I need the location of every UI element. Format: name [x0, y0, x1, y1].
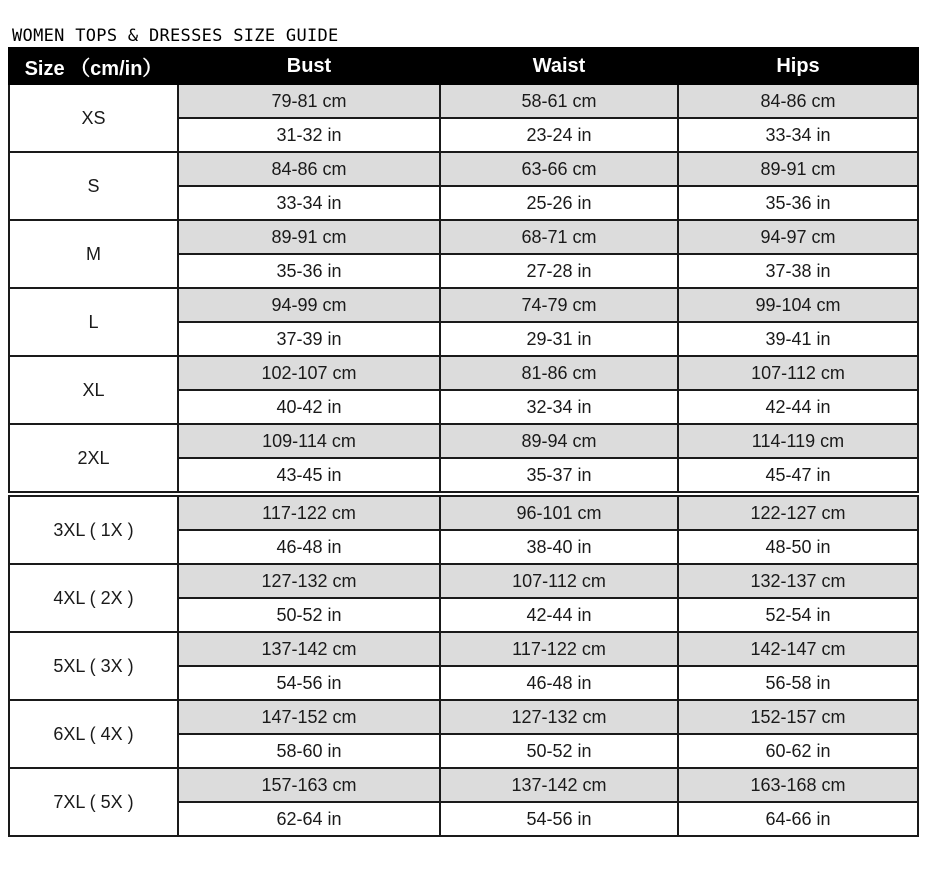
bust-in: 37-39 in	[178, 322, 440, 356]
hips-cm: 94-97 cm	[678, 220, 918, 254]
waist-in: 54-56 in	[440, 802, 678, 836]
waist-cm: 137-142 cm	[440, 768, 678, 802]
bust-cm: 137-142 cm	[178, 632, 440, 666]
table-row-cm	[9, 84, 918, 118]
waist-cm: 68-71 cm	[440, 220, 678, 254]
waist-in: 32-34 in	[440, 390, 678, 424]
waist-in: 50-52 in	[440, 734, 678, 768]
waist-in: 23-24 in	[440, 118, 678, 152]
page-title: WOMEN TOPS & DRESSES SIZE GUIDE	[12, 26, 339, 46]
size-label: S	[9, 152, 178, 220]
hips-in: 45-47 in	[678, 458, 918, 494]
table-row-cm	[9, 220, 918, 254]
waist-cm: 81-86 cm	[440, 356, 678, 390]
waist-in: 27-28 in	[440, 254, 678, 288]
hips-cm: 84-86 cm	[678, 84, 918, 118]
hips-in: 35-36 in	[678, 186, 918, 220]
hips-cm: 107-112 cm	[678, 356, 918, 390]
hips-cm: 122-127 cm	[678, 494, 918, 530]
bust-in: 35-36 in	[178, 254, 440, 288]
hips-in: 52-54 in	[678, 598, 918, 632]
header-size: Size （cm/in）	[9, 48, 178, 84]
bust-in: 31-32 in	[178, 118, 440, 152]
table-row-cm	[9, 632, 918, 666]
waist-in: 38-40 in	[440, 530, 678, 564]
waist-cm: 96-101 cm	[440, 494, 678, 530]
waist-cm: 107-112 cm	[440, 564, 678, 598]
size-label: XS	[9, 84, 178, 152]
hips-in: 56-58 in	[678, 666, 918, 700]
bust-in: 58-60 in	[178, 734, 440, 768]
size-label: XL	[9, 356, 178, 424]
hips-cm: 142-147 cm	[678, 632, 918, 666]
hips-in: 48-50 in	[678, 530, 918, 564]
table-header-row	[9, 48, 918, 84]
bust-cm: 109-114 cm	[178, 424, 440, 458]
waist-in: 42-44 in	[440, 598, 678, 632]
bust-in: 50-52 in	[178, 598, 440, 632]
hips-in: 37-38 in	[678, 254, 918, 288]
waist-cm: 63-66 cm	[440, 152, 678, 186]
hips-in: 33-34 in	[678, 118, 918, 152]
size-label: 7XL ( 5X )	[9, 768, 178, 836]
bust-in: 33-34 in	[178, 186, 440, 220]
size-label: 2XL	[9, 424, 178, 494]
header-hips: Hips	[678, 48, 918, 84]
size-label: 5XL ( 3X )	[9, 632, 178, 700]
waist-cm: 58-61 cm	[440, 84, 678, 118]
hips-in: 64-66 in	[678, 802, 918, 836]
bust-cm: 117-122 cm	[178, 494, 440, 530]
waist-in: 35-37 in	[440, 458, 678, 494]
hips-in: 60-62 in	[678, 734, 918, 768]
table-row-cm	[9, 700, 918, 734]
header-waist: Waist	[440, 48, 678, 84]
bust-in: 43-45 in	[178, 458, 440, 494]
table-row-cm	[9, 424, 918, 458]
waist-cm: 117-122 cm	[440, 632, 678, 666]
bust-cm: 84-86 cm	[178, 152, 440, 186]
hips-cm: 132-137 cm	[678, 564, 918, 598]
table-row-cm	[9, 152, 918, 186]
table-row-cm	[9, 494, 918, 530]
hips-cm: 114-119 cm	[678, 424, 918, 458]
hips-cm: 89-91 cm	[678, 152, 918, 186]
hips-cm: 99-104 cm	[678, 288, 918, 322]
table-row-cm	[9, 564, 918, 598]
bust-cm: 157-163 cm	[178, 768, 440, 802]
waist-in: 46-48 in	[440, 666, 678, 700]
size-label: 3XL ( 1X )	[9, 494, 178, 564]
header-bust: Bust	[178, 48, 440, 84]
hips-cm: 152-157 cm	[678, 700, 918, 734]
bust-cm: 89-91 cm	[178, 220, 440, 254]
bust-in: 54-56 in	[178, 666, 440, 700]
bust-cm: 79-81 cm	[178, 84, 440, 118]
bust-in: 46-48 in	[178, 530, 440, 564]
bust-cm: 94-99 cm	[178, 288, 440, 322]
bust-cm: 127-132 cm	[178, 564, 440, 598]
waist-cm: 127-132 cm	[440, 700, 678, 734]
hips-in: 39-41 in	[678, 322, 918, 356]
size-label: L	[9, 288, 178, 356]
size-label: 4XL ( 2X )	[9, 564, 178, 632]
size-label: M	[9, 220, 178, 288]
waist-in: 25-26 in	[440, 186, 678, 220]
waist-in: 29-31 in	[440, 322, 678, 356]
table-row-cm	[9, 288, 918, 322]
size-label: 6XL ( 4X )	[9, 700, 178, 768]
waist-cm: 74-79 cm	[440, 288, 678, 322]
size-guide-table	[8, 47, 919, 837]
hips-in: 42-44 in	[678, 390, 918, 424]
table-row-cm	[9, 356, 918, 390]
bust-cm: 147-152 cm	[178, 700, 440, 734]
bust-cm: 102-107 cm	[178, 356, 440, 390]
bust-in: 40-42 in	[178, 390, 440, 424]
waist-cm: 89-94 cm	[440, 424, 678, 458]
table-row-cm	[9, 768, 918, 802]
hips-cm: 163-168 cm	[678, 768, 918, 802]
bust-in: 62-64 in	[178, 802, 440, 836]
